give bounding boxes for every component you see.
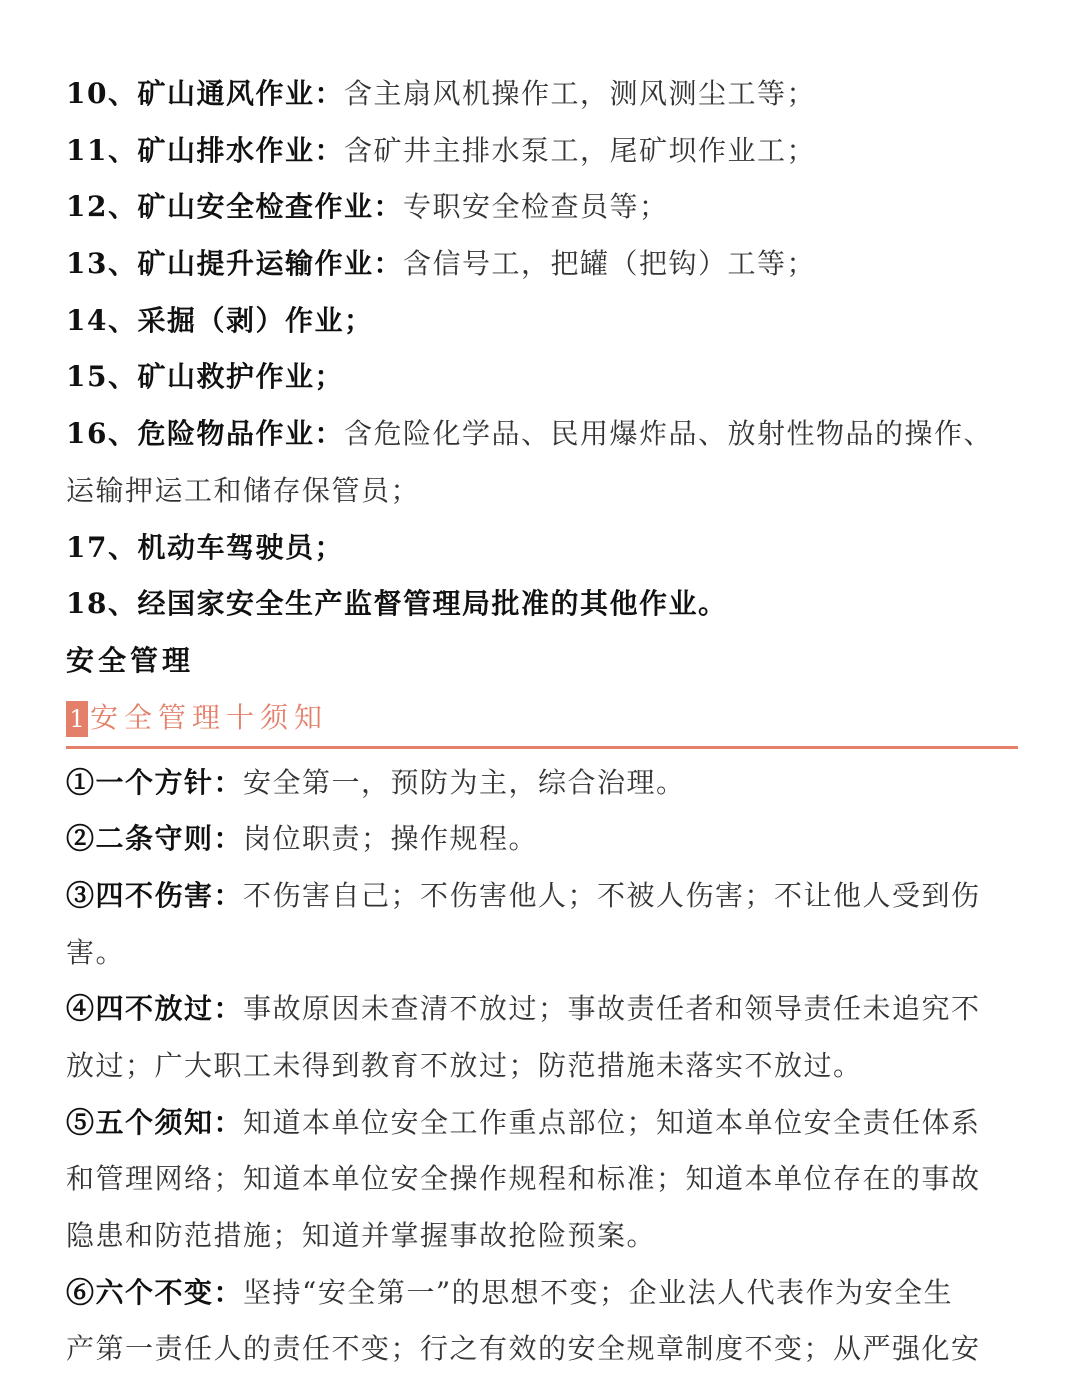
list-item	[66, 293, 1018, 350]
document-page	[66, 66, 1018, 1378]
knowledge-item-continuation	[66, 1038, 1018, 1095]
list-item	[66, 66, 1018, 123]
list-item	[66, 236, 1018, 293]
knowledge-label: ⑥六个不变：	[66, 1275, 244, 1309]
knowledge-text: 事故原因未查清不放过；事故责任者和领导责任未追究不	[243, 992, 981, 1026]
list-item	[66, 123, 1018, 180]
item-text: 含危险化学品、民用爆炸品、放射性物品的操作、	[343, 417, 993, 451]
knowledge-text: 隐患和防范措施；知道并掌握事故抢险预案。	[66, 1219, 657, 1253]
list-item	[66, 349, 1018, 406]
knowledge-label: ①一个方针：	[66, 765, 244, 799]
item-text: 含矿井主排水泵工，尾矿坝作业工；	[343, 133, 816, 167]
section-title: 安全管理	[66, 643, 195, 677]
knowledge-item-continuation	[66, 1151, 1018, 1208]
item-label: 11、矿山排水作业：	[66, 133, 344, 167]
knowledge-item	[66, 1265, 1018, 1322]
knowledge-item	[66, 868, 1018, 925]
knowledge-text: 知道本单位安全工作重点部位；知道本单位安全责任体系	[243, 1105, 981, 1139]
knowledge-item-continuation	[66, 925, 1018, 982]
item-text: 含主扇风机操作工，测风测尘工等；	[343, 77, 816, 110]
operation-list	[66, 66, 1018, 633]
knowledge-label: ⑤五个须知：	[66, 1105, 244, 1139]
list-item-continuation	[66, 463, 1018, 520]
knowledge-item-continuation	[66, 1208, 1018, 1265]
knowledge-item	[66, 811, 1018, 868]
knowledge-label: ②二条守则：	[66, 822, 244, 856]
item-label: 17、机动车驾驶员；	[66, 530, 344, 564]
box-heading-number: 1	[66, 701, 88, 737]
list-item	[66, 406, 1018, 463]
knowledge-text: 放过；广大职工未得到教育不放过；防范措施未落实不放过。	[66, 1049, 863, 1082]
item-label: 10、矿山通风作业：	[66, 77, 344, 110]
item-label: 12、矿山安全检查作业：	[66, 190, 403, 224]
knowledge-label: ④四不放过：	[66, 992, 244, 1026]
knowledge-text: 不伤害自己；不伤害他人；不被人伤害；不让他人受到伤	[243, 878, 981, 912]
item-label: 16、危险物品作业：	[66, 417, 344, 451]
knowledge-text: 产第一责任人的责任不变；行之有效的安全规章制度不变；从严强化安	[66, 1332, 981, 1366]
item-label: 15、矿山救护作业；	[66, 360, 344, 394]
knowledge-list	[66, 755, 1018, 1379]
knowledge-text: 坚持“安全第一”的思想不变；企业法人代表作为安全生	[243, 1275, 954, 1309]
item-label: 18、经国家安全生产监督管理局批准的其他作业。	[66, 587, 728, 621]
knowledge-text: 害。	[66, 935, 126, 969]
list-item	[66, 520, 1018, 577]
item-text: 运输押运工和储存保管员；	[66, 473, 421, 507]
knowledge-item	[66, 755, 1018, 812]
item-label: 13、矿山提升运输作业：	[66, 247, 403, 281]
knowledge-item	[66, 981, 1018, 1038]
item-text: 含信号工，把罐（把钩）工等；	[402, 247, 816, 281]
knowledge-text: 安全第一，预防为主，综合治理。	[243, 765, 686, 799]
knowledge-text: 和管理网络；知道本单位安全操作规程和标准；知道本单位存在的事故	[66, 1162, 981, 1196]
knowledge-item-continuation	[66, 1321, 1018, 1378]
item-label: 14、采掘（剥）作业；	[66, 303, 374, 337]
list-item	[66, 179, 1018, 236]
knowledge-label: ③四不伤害：	[66, 878, 244, 912]
box-heading-title: 安全管理十须知	[90, 700, 329, 734]
knowledge-item	[66, 1095, 1018, 1152]
list-item	[66, 576, 1018, 633]
knowledge-text: 岗位职责；操作规程。	[243, 822, 539, 856]
box-heading	[66, 690, 1018, 749]
item-text: 专职安全检查员等；	[402, 190, 669, 224]
